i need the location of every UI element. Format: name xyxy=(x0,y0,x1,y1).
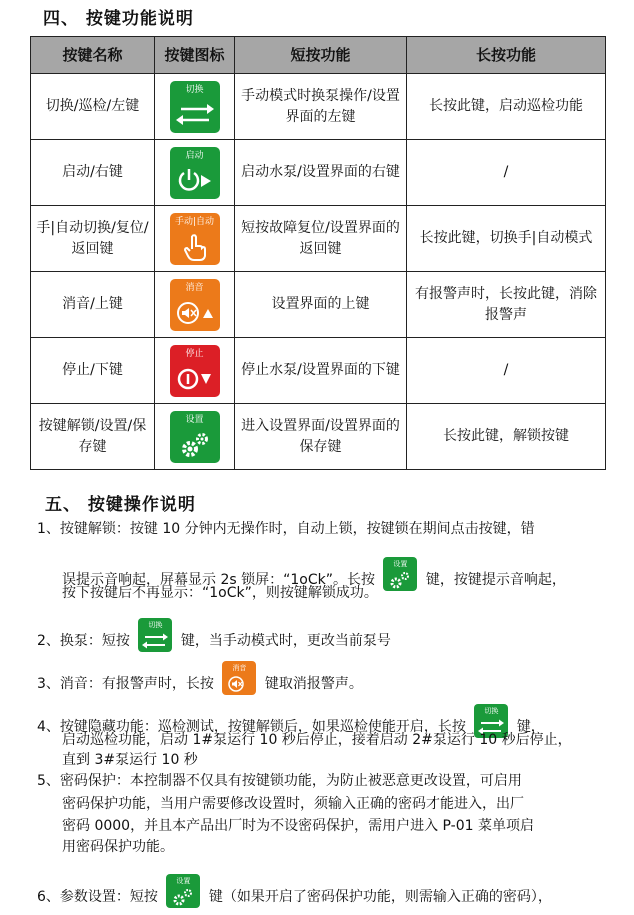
table-row xyxy=(31,206,606,272)
table-row xyxy=(31,338,606,404)
item-3-text-a: 3、消音：有报警声时，长按 xyxy=(37,676,214,692)
section-5-title: 五、 按键操作说明 xyxy=(45,495,196,515)
short-press-cell: 短按故障复位/设置界面的返回键 xyxy=(235,206,407,272)
hand-pointer-icon xyxy=(170,232,220,262)
switch-inline-label: 切换 xyxy=(484,707,499,715)
manual-auto-key-label: 手动|自动 xyxy=(174,216,215,227)
long-press-cell: 有报警声时，长按此键，消除报警声 xyxy=(407,272,606,338)
item-6 xyxy=(37,877,552,914)
table-row xyxy=(31,140,606,206)
short-press-cell: 手动模式时换泵操作/设置界面的左键 xyxy=(235,74,407,140)
key-icon-cell xyxy=(155,206,235,272)
key-name-cell: 消音/上键 xyxy=(31,272,155,338)
item-1-text-a: 误提示音响起，屏幕显示 2s 锁屏：“1oCk”。长按 xyxy=(62,572,375,588)
section-4-title: 四、 按键功能说明 xyxy=(43,9,194,29)
manual-auto-key-button xyxy=(170,213,220,265)
key-icon-cell xyxy=(155,338,235,404)
item-1-line-1: 1、按键解锁：按键 10 分钟内无操作时，自动上锁，按键锁在期间点击按键，错 xyxy=(37,521,535,537)
short-press-cell: 设置界面的上键 xyxy=(235,272,407,338)
header-key-icon: 按键图标 xyxy=(155,37,235,74)
key-name-cell: 启动/右键 xyxy=(31,140,155,206)
mute-up-icon xyxy=(170,298,220,328)
table-row xyxy=(31,74,606,140)
table-row xyxy=(31,404,606,470)
switch-arrows-icon xyxy=(170,100,220,130)
switch-key-button xyxy=(170,81,220,133)
table-header-row xyxy=(31,37,606,74)
item-5-line-2: 密码保护功能，当用户需要修改设置时，须输入正确的密码才能进入，出厂 xyxy=(62,796,524,812)
short-press-cell: 进入设置界面/设置界面的保存键 xyxy=(235,404,407,470)
key-icon-cell xyxy=(155,272,235,338)
item-3-text-b: 键取消报警声。 xyxy=(264,676,363,692)
start-key-button xyxy=(170,147,220,199)
long-press-cell: 长按此键，启动巡检功能 xyxy=(407,74,606,140)
power-play-icon xyxy=(170,166,220,196)
stop-key-button xyxy=(170,345,220,397)
key-icon-cell xyxy=(155,404,235,470)
item-4-line-3: 直到 3#泵运行 10 秒 xyxy=(62,752,198,768)
header-long-press: 长按功能 xyxy=(407,37,606,74)
item-6-text-b: 键（如果开启了密码保护功能，则需输入正确的密码）， xyxy=(208,889,552,905)
item-2 xyxy=(37,621,391,658)
item-1-line-3: 按下按键后不再显示：“1oCk”，则按键解锁成功。 xyxy=(62,585,378,601)
item-5-line-4: 用密码保护功能。 xyxy=(62,839,174,855)
mute-key-button xyxy=(170,279,220,331)
long-press-cell: / xyxy=(407,338,606,404)
long-press-cell: 长按此键，切换手|自动模式 xyxy=(407,206,606,272)
switch-key-label: 切换 xyxy=(185,84,204,95)
settings-inline-key xyxy=(166,874,200,908)
mute-icon xyxy=(222,673,256,695)
item-6-text-a: 6、参数设置：短按 xyxy=(37,889,158,905)
item-4-text-a: 4、按键隐藏功能：巡检测试，按键解锁后，如果巡检使能开启，长按 xyxy=(37,719,466,735)
switch-inline-key xyxy=(138,618,172,652)
key-name-cell: 停止/下键 xyxy=(31,338,155,404)
header-short-press: 短按功能 xyxy=(235,37,407,74)
settings-inline-key xyxy=(383,557,417,591)
key-icon-cell xyxy=(155,140,235,206)
switch-arrows-icon xyxy=(138,630,172,652)
item-5-line-3: 密码 0000，并且本产品出厂时为不设密码保护，需用户进入 P-01 菜单项启 xyxy=(62,818,534,834)
settings-inline-label: 设置 xyxy=(176,877,191,885)
settings-inline-label: 设置 xyxy=(393,560,408,568)
short-press-cell: 启动水泵/设置界面的右键 xyxy=(235,140,407,206)
start-key-label: 启动 xyxy=(185,150,204,161)
mute-key-label: 消音 xyxy=(185,282,204,293)
item-2-text-b: 键，当手动模式时，更改当前泵号 xyxy=(180,633,391,649)
switch-inline-label: 切换 xyxy=(148,621,163,629)
short-press-cell: 停止水泵/设置界面的下键 xyxy=(235,338,407,404)
long-press-cell: / xyxy=(407,140,606,206)
gears-icon xyxy=(170,430,220,460)
long-press-cell: 长按此键，解锁按键 xyxy=(407,404,606,470)
stop-down-icon xyxy=(170,364,220,394)
item-3 xyxy=(37,664,363,701)
stop-key-label: 停止 xyxy=(185,348,204,359)
mute-inline-label: 消音 xyxy=(232,664,247,672)
gears-icon xyxy=(166,886,200,908)
item-2-text-a: 2、换泵：短按 xyxy=(37,633,130,649)
settings-key-button xyxy=(170,411,220,463)
mute-inline-key xyxy=(222,661,256,695)
gears-icon xyxy=(383,569,417,591)
header-key-name: 按键名称 xyxy=(31,37,155,74)
item-4-line-2: 启动巡检功能，启动 1#泵运行 10 秒后停止，接着启动 2#泵运行 10 秒后停止， xyxy=(62,732,572,748)
settings-key-label: 设置 xyxy=(185,414,204,425)
key-function-table xyxy=(30,36,606,470)
item-4-text-b: 键， xyxy=(516,719,545,735)
item-5-line-1: 5、密码保护：本控制器不仅具有按键锁功能，为防止被恶意更改设置，可启用 xyxy=(37,773,522,789)
key-name-cell: 切换/巡检/左键 xyxy=(31,74,155,140)
table-row xyxy=(31,272,606,338)
item-1-text-b: 键，按键提示音响起， xyxy=(425,572,566,588)
key-name-cell: 按键解锁/设置/保存键 xyxy=(31,404,155,470)
key-icon-cell xyxy=(155,74,235,140)
key-name-cell: 手|自动切换/复位/返回键 xyxy=(31,206,155,272)
